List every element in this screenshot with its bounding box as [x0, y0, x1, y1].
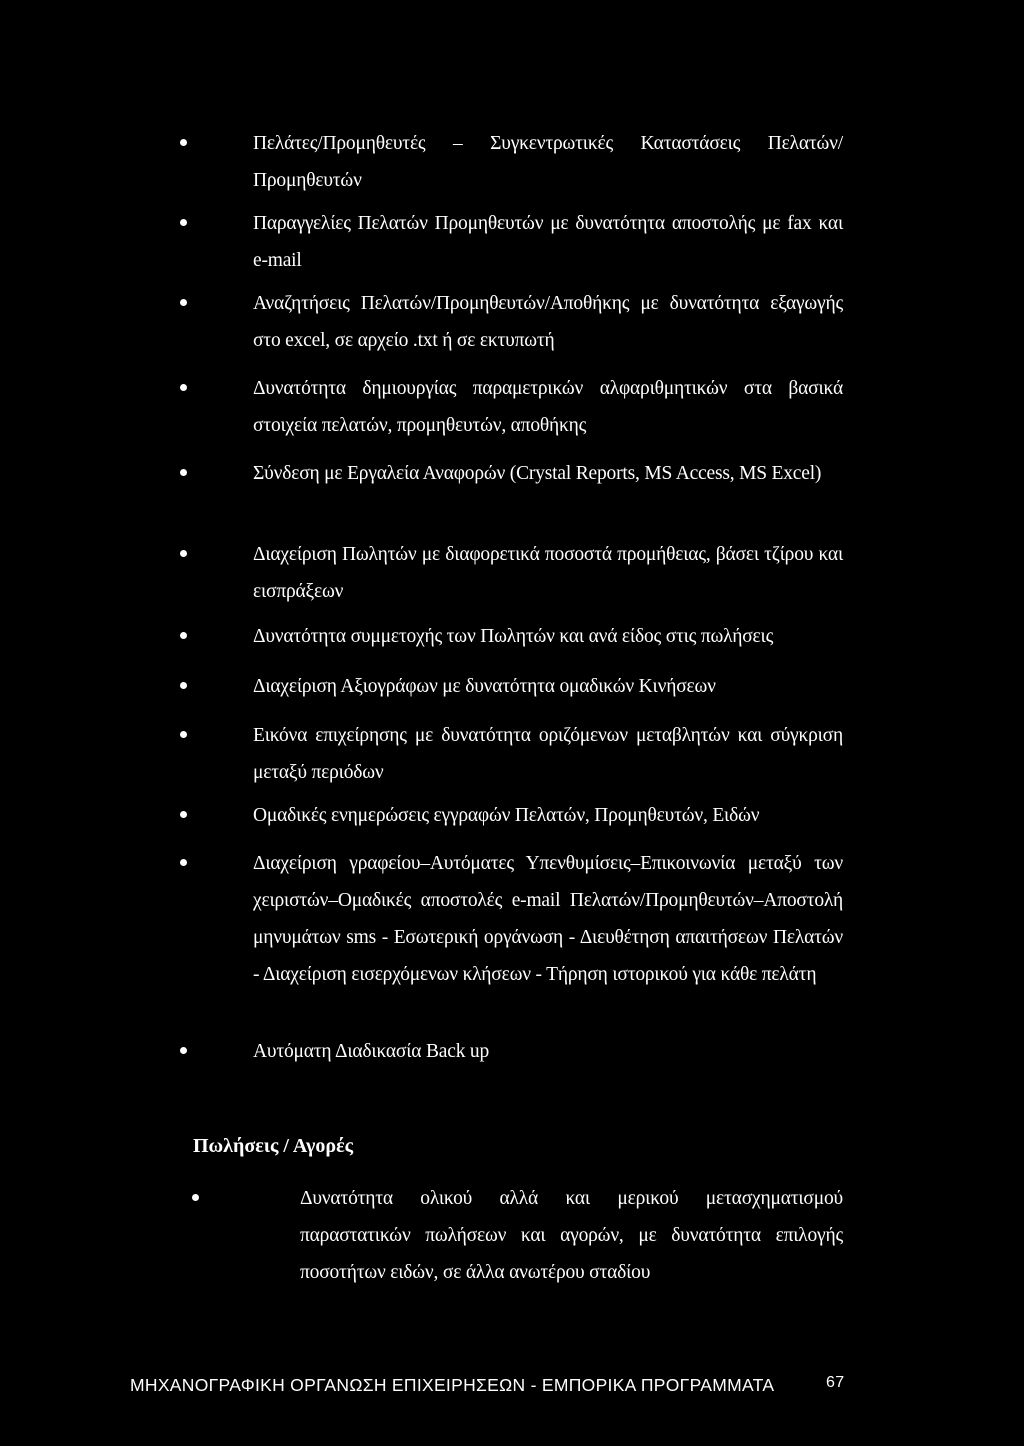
bullet-icon: [180, 811, 187, 818]
footer-title: ΜΗΧΑΝΟΓΡΑΦΙΚΗ ΟΡΓΑΝΩΣΗ ΕΠΙΧΕΙΡΗΣΕΩΝ - ΕΜΠΟΡΙΚΑ ΠΡΟΓΡΑΜΜΑΤΑ: [130, 1375, 775, 1395]
bullet-icon: [180, 1047, 187, 1054]
bullet-icon: [180, 469, 187, 476]
list-item-text: Αναζητήσεις Πελατών/Προμηθευτών/Αποθήκης με δυνατότητα εξαγωγής στο excel, σε αρχείο .txt ή σε εκτυπωτή: [253, 293, 843, 351]
bullet-icon: [180, 731, 187, 738]
list-item-text: Αυτόματη Διαδικασία Back up: [253, 1041, 490, 1062]
bullet-icon: [180, 219, 187, 226]
list-item-text: Εικόνα επιχείρησης με δυνατότητα οριζόμενων μεταβλητών και σύγκριση μεταξύ περιόδων: [253, 725, 843, 783]
list-item-text: Δυνατότητα συμμετοχής των Πωλητών και ανά είδος στις πωλήσεις: [253, 626, 774, 647]
bullet-icon: [180, 139, 187, 146]
bullet-icon: [180, 550, 187, 557]
bullet-icon: [180, 682, 187, 689]
bullet-icon: [180, 299, 187, 306]
bullet-icon: [180, 384, 187, 391]
list-item-text: Δυνατότητα δημιουργίας παραμετρικών αλφαριθμητικών στα βασικά στοιχεία πελατών, προμηθευτών, αποθήκης: [253, 378, 843, 436]
page-number: 67: [826, 1374, 845, 1391]
section-heading: Πωλήσεις / Αγορές: [193, 1135, 354, 1157]
list-item-text: Πελάτες/Προμηθευτές – Συγκεντρωτικές Καταστάσεις Πελατών/Προμηθευτών: [253, 133, 843, 191]
bullet-icon: [180, 632, 187, 639]
list-item-text: Δυνατότητα ολικού αλλά και μερικού μετασχηματισμού παραστατικών πωλήσεων και αγορών, με δυνατότητα επιλογής ποσοτήτων ειδών, σε άλλα ανωτέρου σταδίου: [300, 1188, 843, 1283]
bullet-icon: [180, 859, 187, 866]
list-item-text: Διαχείριση Αξιογράφων με δυνατότητα ομαδικών Κινήσεων: [253, 676, 716, 697]
list-item-text: Παραγγελίες Πελατών Προμηθευτών με δυνατότητα αποστολής με fax και e-mail: [253, 213, 843, 271]
list-item-text: Σύνδεση με Εργαλεία Αναφορών (Crystal Reports, MS Access, MS Excel): [253, 463, 822, 484]
list-item-text: Διαχείριση Πωλητών με διαφορετικά ποσοστά προμήθειας, βάσει τζίρου και εισπράξεων: [253, 544, 843, 602]
list-item-text: Ομαδικές ενημερώσεις εγγραφών Πελατών, Προμηθευτών, Ειδών: [253, 805, 760, 826]
bullet-icon: [192, 1194, 199, 1201]
list-item-text: Διαχείριση γραφείου–Αυτόματες Υπενθυμίσεις–Επικοινωνία μεταξύ των χειριστών–Ομαδικές αποστολές e-mail Πελατών/Προμηθευτών–Αποστολή μηνυμάτων sms - Εσωτερική οργάνωση - Διευθέτηση απαιτήσεων Πελατών - Διαχείριση εισερχόμενων κλήσεων - Τήρηση ιστορικού για κάθε πελάτη: [253, 853, 843, 985]
